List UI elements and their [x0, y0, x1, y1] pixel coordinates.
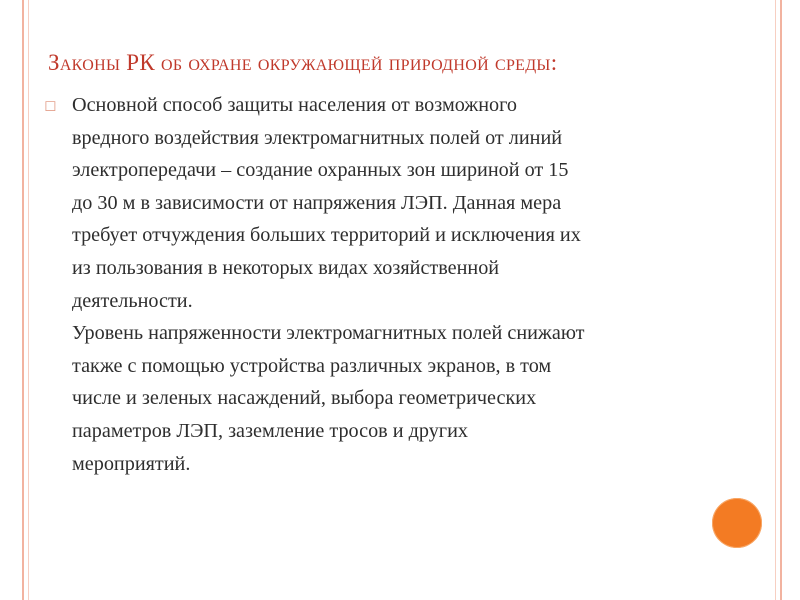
- body-line: до 30 м в зависимости от напряжения ЛЭП. Данная мера: [72, 191, 562, 214]
- body-line: параметров ЛЭП, заземление тросов и других: [72, 419, 468, 442]
- slide-title: Законы РК об охране окружающей природной среды:: [48, 50, 558, 75]
- body-line: также с помощью устройства различных экранов, в том: [72, 354, 552, 377]
- square-bullet-icon: ◻: [44, 98, 57, 114]
- slide-body: [72, 89, 772, 480]
- body-line: деятельности.: [72, 289, 193, 312]
- body-line: электропередачи – создание охранных зон шириной от 15: [72, 159, 569, 182]
- body-line: вредного воздействия электромагнитных полей от линий: [72, 126, 563, 149]
- body-line: числе и зеленых насаждений, выбора геометрических: [72, 387, 537, 410]
- body-line: Основной способ защиты населения от возможного: [72, 94, 518, 116]
- body-line: Уровень напряженности электромагнитных полей снижают: [72, 322, 585, 345]
- body-line: мероприятий.: [72, 452, 191, 475]
- accent-circle-icon: [712, 498, 762, 548]
- body-line: из пользования в некоторых видах хозяйственной: [72, 256, 500, 279]
- body-line: требует отчуждения больших территорий и исключения их: [72, 224, 581, 247]
